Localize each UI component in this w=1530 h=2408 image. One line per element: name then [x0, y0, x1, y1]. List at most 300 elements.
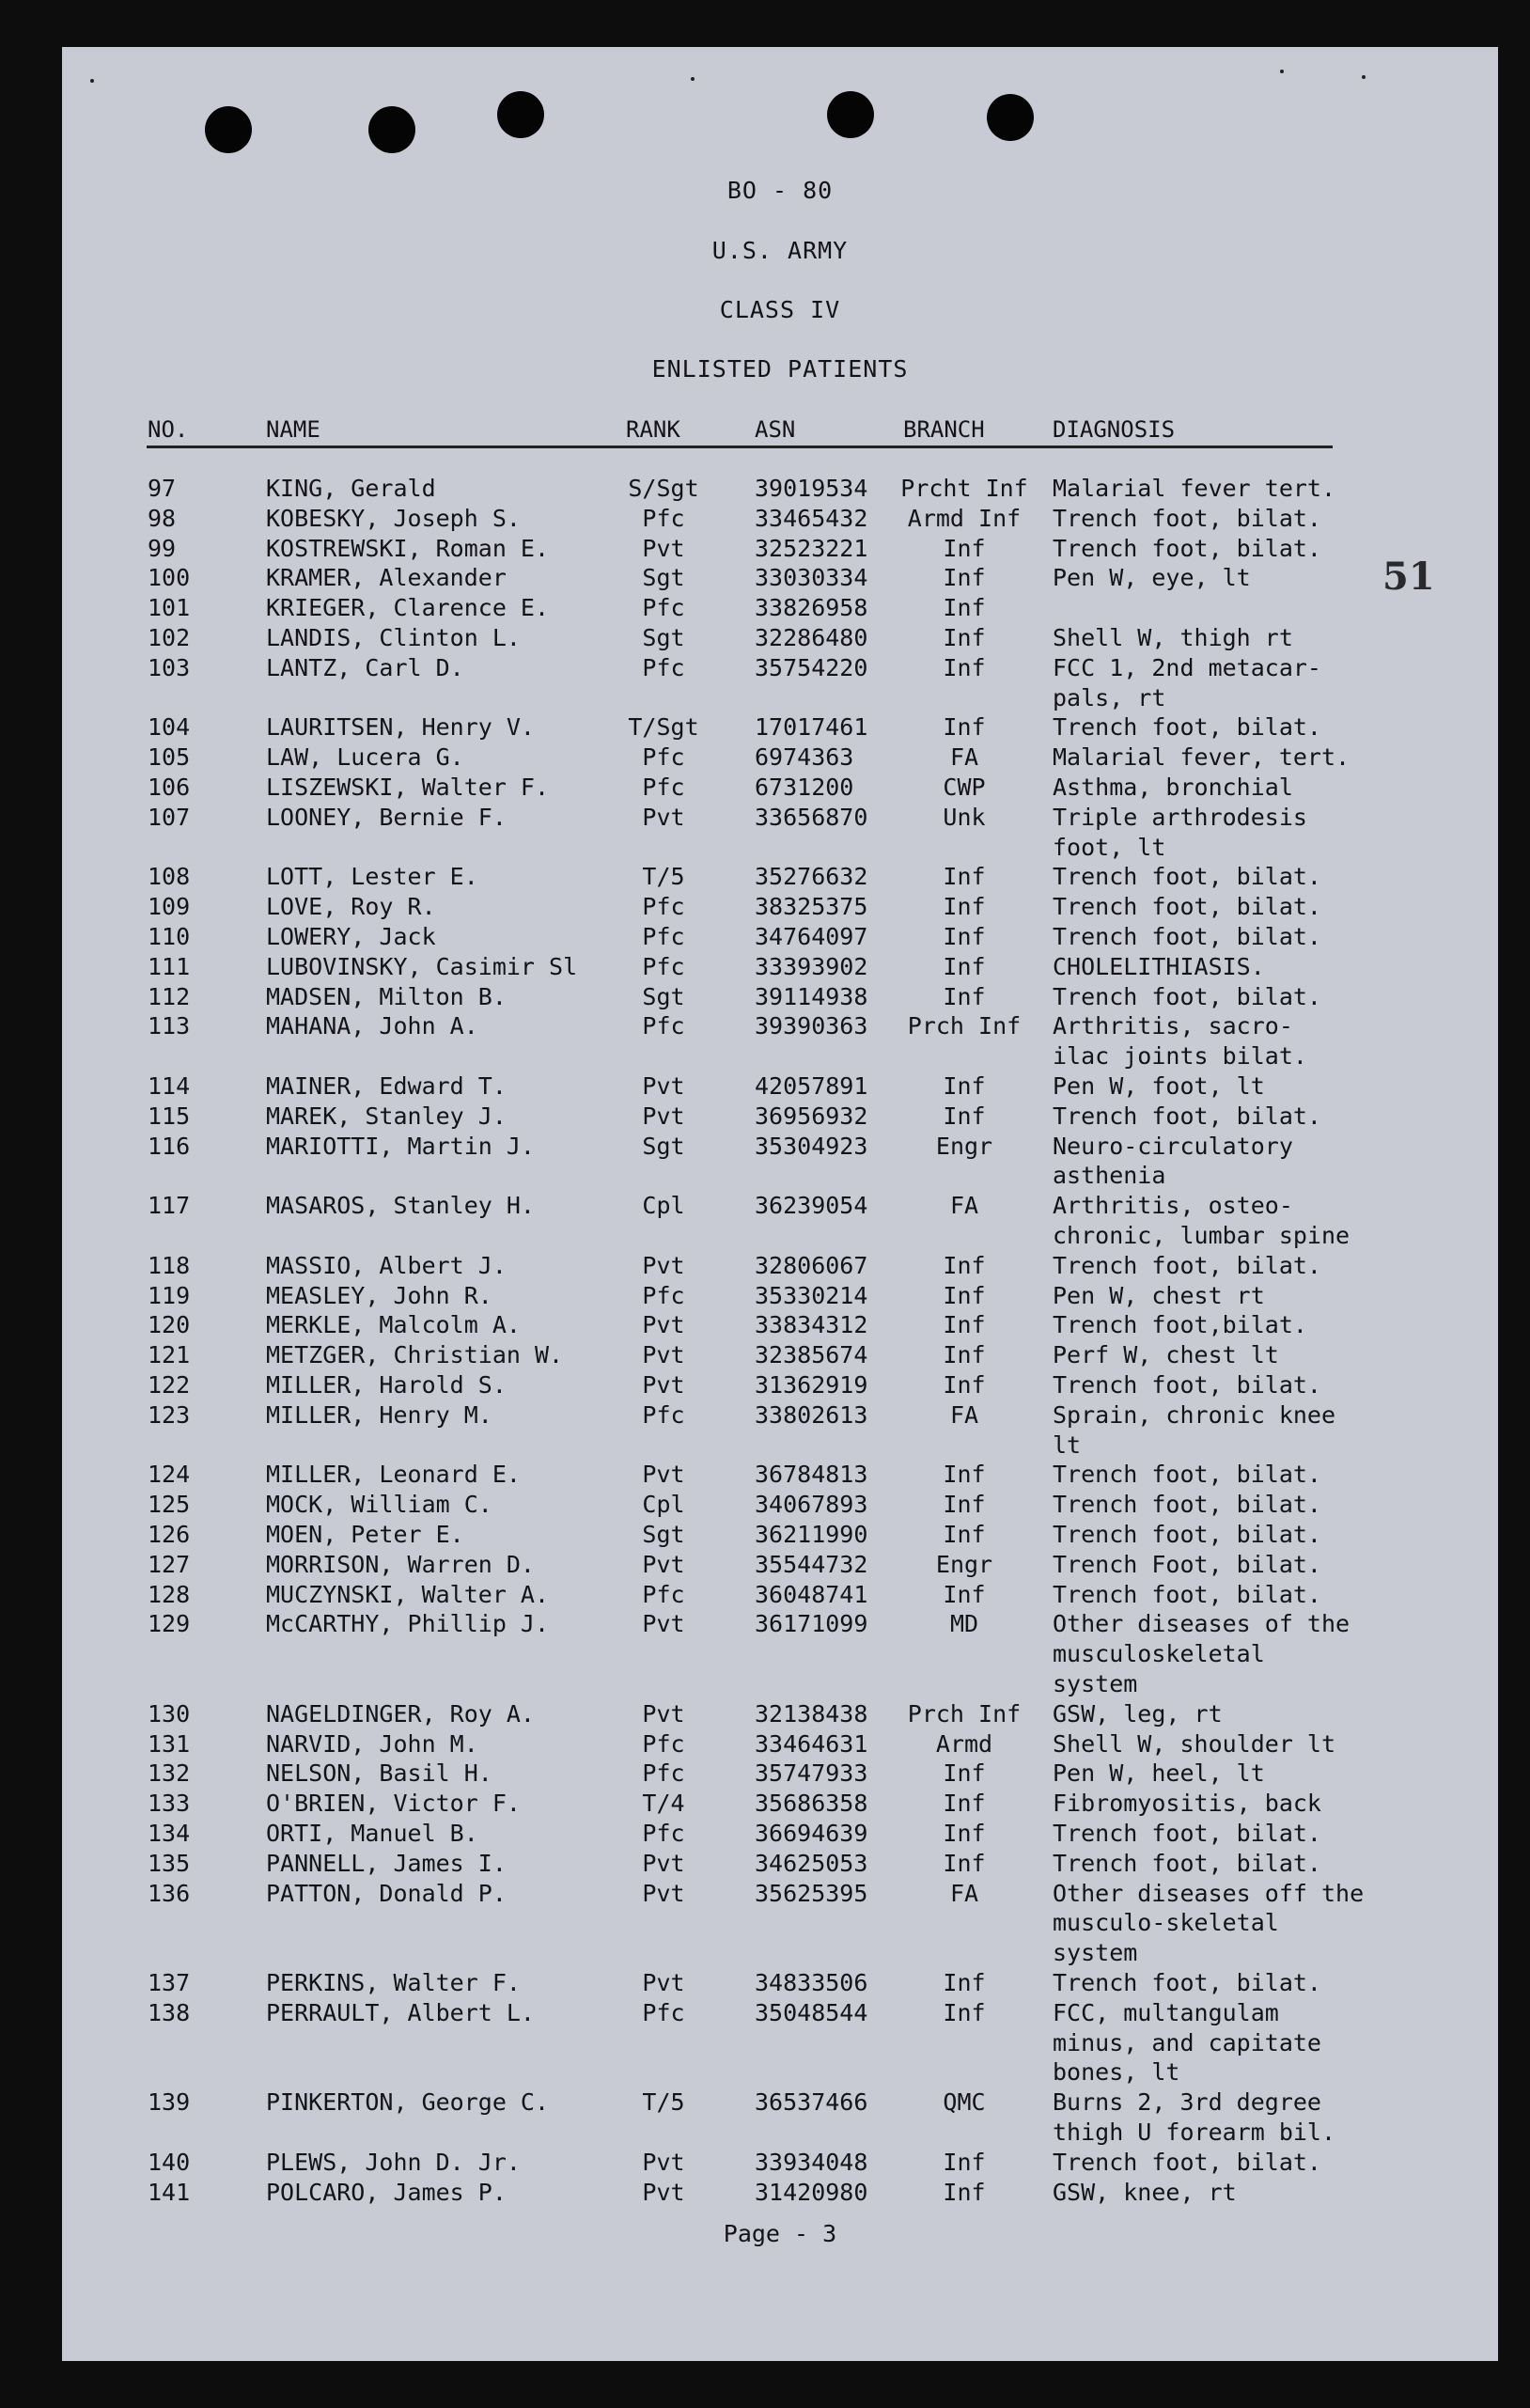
- patient-asn: 36956932: [755, 1102, 868, 1130]
- patient-rank: T/4: [642, 1790, 685, 1818]
- patient-rank: Pfc: [642, 774, 685, 801]
- column-header-branch: BRANCH: [903, 416, 985, 443]
- column-header-no: NO.: [148, 416, 189, 443]
- row-number: 102: [148, 624, 191, 651]
- patient-diagnosis: Trench foot, bilat.: [1053, 1820, 1321, 1847]
- patient-diagnosis: Trench foot, bilat.: [1053, 1461, 1321, 1489]
- patient-diagnosis: Other diseases of the: [1053, 1610, 1350, 1638]
- patient-diagnosis: ilac joints bilat.: [1053, 1042, 1307, 1071]
- patient-asn: 6731200: [755, 774, 854, 801]
- patient-branch: Inf: [943, 923, 986, 950]
- patient-asn: 33464631: [755, 1729, 868, 1758]
- patient-asn: 38325375: [755, 893, 868, 921]
- column-header-asn: ASN: [755, 416, 796, 443]
- patient-diagnosis: Trench foot, bilat.: [1053, 534, 1321, 562]
- patient-asn: 32138438: [755, 1699, 868, 1728]
- row-number: 135: [148, 1849, 191, 1877]
- speck: [1362, 75, 1366, 79]
- patient-rank: T/Sgt: [628, 713, 699, 742]
- patient-name: MAINER, Edward T.: [266, 1072, 507, 1100]
- patient-diagnosis: Other diseases off the: [1053, 1879, 1365, 1907]
- patient-branch: CWP: [943, 774, 986, 801]
- patient-branch: Inf: [943, 1998, 986, 2026]
- patient-diagnosis: GSW, knee, rt: [1053, 2178, 1237, 2206]
- patient-diagnosis: Trench foot, bilat.: [1053, 1102, 1321, 1130]
- patient-asn: 33934048: [755, 2148, 868, 2176]
- organization-heading: U.S. ARMY: [711, 237, 849, 264]
- patient-diagnosis: Trench foot, bilat.: [1053, 982, 1321, 1010]
- patient-asn: 33030334: [755, 564, 868, 592]
- patient-branch: Inf: [943, 1251, 986, 1279]
- patient-rank: Pfc: [642, 743, 685, 772]
- patient-rank: Pfc: [642, 893, 685, 921]
- patient-asn: 36694639: [755, 1820, 868, 1847]
- patient-diagnosis: Arthritis, sacro-: [1053, 1012, 1293, 1040]
- patient-rank: Pvt: [642, 1311, 685, 1339]
- patient-rank: Sgt: [642, 1521, 685, 1548]
- patient-diagnosis: Trench foot, bilat.: [1053, 1491, 1321, 1519]
- patient-name: LISZEWSKI, Walter F.: [266, 774, 550, 801]
- patient-diagnosis: Trench foot, bilat.: [1053, 2148, 1321, 2176]
- patient-branch: Unk: [943, 803, 986, 831]
- patient-rank: Pvt: [642, 1251, 685, 1279]
- patient-branch: Inf: [943, 1461, 986, 1489]
- patient-diagnosis: chronic, lumbar spine: [1053, 1221, 1350, 1249]
- patient-diagnosis: Trench foot, bilat.: [1053, 504, 1321, 532]
- row-number: 127: [148, 1550, 191, 1578]
- row-number: 130: [148, 1699, 191, 1728]
- patient-branch: Inf: [943, 1491, 986, 1519]
- patient-branch: Inf: [943, 982, 986, 1010]
- patient-name: KRIEGER, Clarence E.: [266, 594, 550, 622]
- patient-name: MARIOTTI, Martin J.: [266, 1132, 535, 1160]
- patient-name: LAW, Lucera G.: [266, 743, 464, 772]
- patient-rank: Pvt: [642, 1102, 685, 1130]
- patient-name: MOCK, William C.: [266, 1491, 492, 1519]
- patient-branch: Inf: [943, 1072, 986, 1100]
- document-page: [62, 47, 1498, 2361]
- patient-branch: Inf: [943, 2178, 986, 2206]
- patient-branch: Inf: [943, 624, 986, 651]
- patient-branch: Inf: [943, 1102, 986, 1130]
- patient-asn: 6974363: [755, 743, 854, 772]
- patient-name: KOBESKY, Joseph S.: [266, 504, 521, 532]
- patient-rank: Pfc: [642, 1012, 685, 1040]
- patient-name: LANTZ, Carl D.: [266, 653, 464, 681]
- patient-asn: 35625395: [755, 1879, 868, 1907]
- patient-name: KING, Gerald: [266, 475, 436, 502]
- patient-branch: Engr: [935, 1550, 993, 1578]
- row-number: 137: [148, 1969, 191, 1996]
- patient-diagnosis: Trench foot, bilat.: [1053, 713, 1321, 742]
- row-number: 125: [148, 1491, 191, 1519]
- patient-name: KRAMER, Alexander: [266, 564, 507, 592]
- patient-rank: Pvt: [642, 2148, 685, 2176]
- row-number: 140: [148, 2148, 191, 2176]
- patient-asn: 32385674: [755, 1341, 868, 1369]
- patient-name: PLEWS, John D. Jr.: [266, 2148, 521, 2176]
- patient-name: LAURITSEN, Henry V.: [266, 713, 535, 742]
- patient-diagnosis: GSW, leg, rt: [1053, 1699, 1223, 1728]
- patient-rank: Pvt: [642, 1699, 685, 1728]
- patient-asn: 34764097: [755, 923, 868, 950]
- punch-hole: [827, 91, 874, 138]
- patient-asn: 35544732: [755, 1550, 868, 1578]
- row-number: 119: [148, 1281, 191, 1309]
- patient-name: MILLER, Harold S.: [266, 1371, 507, 1399]
- patient-rank: Pfc: [642, 1729, 685, 1758]
- patient-name: MASAROS, Stanley H.: [266, 1192, 535, 1220]
- row-number: 129: [148, 1610, 191, 1638]
- row-number: 103: [148, 653, 191, 681]
- patient-asn: 35276632: [755, 863, 868, 891]
- row-number: 124: [148, 1461, 191, 1489]
- patient-diagnosis: minus, and capitate: [1053, 2028, 1321, 2056]
- patient-asn: 31420980: [755, 2178, 868, 2206]
- patient-rank: Pvt: [642, 1550, 685, 1578]
- patient-diagnosis: Pen W, foot, lt: [1053, 1072, 1265, 1100]
- row-number: 131: [148, 1729, 191, 1758]
- patient-branch: Inf: [943, 1281, 986, 1309]
- patient-diagnosis: Sprain, chronic knee: [1053, 1400, 1336, 1429]
- punch-hole: [368, 106, 415, 153]
- patient-diagnosis: CHOLELITHIASIS.: [1053, 952, 1265, 980]
- row-number: 110: [148, 923, 191, 950]
- row-number: 97: [148, 475, 177, 502]
- row-number: 122: [148, 1371, 191, 1399]
- patient-name: MUCZYNSKI, Walter A.: [266, 1580, 550, 1608]
- patient-rank: Pvt: [642, 1371, 685, 1399]
- patient-rank: Pvt: [642, 534, 685, 562]
- patient-branch: Armd: [935, 1729, 993, 1758]
- patient-branch: Inf: [943, 1790, 986, 1818]
- patient-rank: Pfc: [642, 504, 685, 532]
- header-rule: [147, 446, 1333, 448]
- patient-branch: Inf: [943, 1311, 986, 1339]
- column-header-rank: RANK: [626, 416, 680, 443]
- patient-diagnosis: Burns 2, 3rd degree: [1053, 2088, 1321, 2117]
- patient-rank: Pvt: [642, 1341, 685, 1369]
- row-number: 120: [148, 1311, 191, 1339]
- patient-asn: 36784813: [755, 1461, 868, 1489]
- patient-branch: Inf: [943, 534, 986, 562]
- patient-name: ORTI, Manuel B.: [266, 1820, 478, 1847]
- patient-asn: 33393902: [755, 952, 868, 980]
- patient-asn: 32806067: [755, 1251, 868, 1279]
- patient-name: NAGELDINGER, Roy A.: [266, 1699, 535, 1728]
- patient-name: PATTON, Donald P.: [266, 1879, 507, 1907]
- patient-rank: Pvt: [642, 1849, 685, 1877]
- patient-diagnosis: Trench foot, bilat.: [1053, 863, 1321, 891]
- patient-name: MAREK, Stanley J.: [266, 1102, 507, 1130]
- patient-diagnosis: Trench foot, bilat.: [1053, 1849, 1321, 1877]
- patient-rank: Pvt: [642, 803, 685, 831]
- row-number: 107: [148, 803, 191, 831]
- patient-name: MERKLE, Malcolm A.: [266, 1311, 521, 1339]
- patient-branch: Inf: [943, 1969, 986, 1996]
- patient-branch: FA: [949, 1192, 979, 1220]
- patient-branch: Prcht Inf: [900, 475, 1028, 502]
- patient-branch: FA: [949, 743, 979, 772]
- patient-name: MADSEN, Milton B.: [266, 982, 507, 1010]
- patient-rank: Pfc: [642, 1820, 685, 1847]
- row-number: 121: [148, 1341, 191, 1369]
- page-stamp: 51: [1382, 555, 1435, 599]
- patient-diagnosis: Pen W, eye, lt: [1053, 564, 1251, 592]
- patient-asn: 33656870: [755, 803, 868, 831]
- row-number: 106: [148, 774, 191, 801]
- patient-diagnosis: musculoskeletal: [1053, 1640, 1265, 1668]
- row-number: 114: [148, 1072, 191, 1100]
- patient-diagnosis: thigh U forearm bil.: [1053, 2118, 1336, 2146]
- speck: [691, 77, 695, 81]
- class-heading: CLASS IV: [719, 296, 841, 323]
- patient-asn: 34625053: [755, 1849, 868, 1877]
- patient-diagnosis: FCC, multangulam: [1053, 1998, 1279, 2026]
- patient-rank: Sgt: [642, 564, 685, 592]
- patient-name: PERRAULT, Albert L.: [266, 1998, 535, 2026]
- patient-name: PERKINS, Walter F.: [266, 1969, 521, 1996]
- row-number: 99: [148, 534, 177, 562]
- patient-diagnosis: Asthma, bronchial: [1053, 774, 1293, 801]
- patient-asn: 32286480: [755, 624, 868, 651]
- patient-branch: Inf: [943, 1820, 986, 1847]
- patient-name: KOSTREWSKI, Roman E.: [266, 534, 550, 562]
- patient-name: POLCARO, James P.: [266, 2178, 507, 2206]
- row-number: 113: [148, 1012, 191, 1040]
- row-number: 100: [148, 564, 191, 592]
- patient-asn: 33826958: [755, 594, 868, 622]
- row-number: 139: [148, 2088, 191, 2117]
- patient-asn: 39019534: [755, 475, 868, 502]
- patient-name: LOVE, Roy R.: [266, 893, 436, 921]
- patient-name: MOEN, Peter E.: [266, 1521, 464, 1548]
- patient-name: MORRISON, Warren D.: [266, 1550, 535, 1578]
- patient-branch: Inf: [943, 653, 986, 681]
- patient-branch: Inf: [943, 863, 986, 891]
- patient-asn: 33834312: [755, 1311, 868, 1339]
- speck: [1280, 70, 1284, 73]
- patient-branch: FA: [949, 1400, 979, 1429]
- patient-name: MAHANA, John A.: [266, 1012, 478, 1040]
- patient-rank: Pfc: [642, 1998, 685, 2026]
- row-number: 126: [148, 1521, 191, 1548]
- column-header-diagnosis: DIAGNOSIS: [1053, 416, 1176, 443]
- column-header-name: NAME: [266, 416, 320, 443]
- patient-name: PINKERTON, George C.: [266, 2088, 550, 2117]
- patient-asn: 36239054: [755, 1192, 868, 1220]
- row-number: 112: [148, 982, 191, 1010]
- row-number: 105: [148, 743, 191, 772]
- patient-rank: Pfc: [642, 594, 685, 622]
- patient-asn: 35747933: [755, 1759, 868, 1788]
- patient-rank: Cpl: [642, 1192, 685, 1220]
- patient-name: NELSON, Basil H.: [266, 1759, 492, 1788]
- row-number: 117: [148, 1192, 191, 1220]
- patient-asn: 35304923: [755, 1132, 868, 1160]
- patient-branch: Inf: [943, 564, 986, 592]
- row-number: 111: [148, 952, 191, 980]
- patient-branch: Armd Inf: [907, 504, 1022, 532]
- patient-asn: 36048741: [755, 1580, 868, 1608]
- patient-rank: Sgt: [642, 982, 685, 1010]
- patient-name: MEASLEY, John R.: [266, 1281, 492, 1309]
- patient-diagnosis: Trench foot, bilat.: [1053, 1251, 1321, 1279]
- patient-branch: Inf: [943, 1580, 986, 1608]
- patient-asn: 33465432: [755, 504, 868, 532]
- patient-asn: 35330214: [755, 1281, 868, 1309]
- patient-asn: 39114938: [755, 982, 868, 1010]
- patient-branch: MD: [949, 1610, 979, 1638]
- row-number: 108: [148, 863, 191, 891]
- patient-diagnosis: bones, lt: [1053, 2058, 1180, 2087]
- patient-branch: Inf: [943, 2148, 986, 2176]
- patient-branch: Inf: [943, 952, 986, 980]
- row-number: 133: [148, 1790, 191, 1818]
- patient-rank: Pfc: [642, 952, 685, 980]
- document-code: BO - 80: [726, 177, 834, 204]
- patient-name: McCARTHY, Phillip J.: [266, 1610, 550, 1638]
- patient-rank: T/5: [642, 2088, 685, 2117]
- patient-diagnosis: Shell W, thigh rt: [1053, 624, 1293, 651]
- patient-diagnosis: lt: [1053, 1431, 1082, 1459]
- patient-rank: Cpl: [642, 1491, 685, 1519]
- patient-branch: Inf: [943, 1759, 986, 1788]
- patient-branch: Inf: [943, 893, 986, 921]
- patient-rank: Pfc: [642, 1759, 685, 1788]
- patient-asn: 35754220: [755, 653, 868, 681]
- patient-branch: Inf: [943, 1849, 986, 1877]
- patient-asn: 36171099: [755, 1610, 868, 1638]
- patient-asn: 36537466: [755, 2088, 868, 2117]
- patient-branch: Inf: [943, 1341, 986, 1369]
- patient-rank: Pfc: [642, 1281, 685, 1309]
- row-number: 123: [148, 1400, 191, 1429]
- patient-rank: Pfc: [642, 653, 685, 681]
- patient-branch: Inf: [943, 713, 986, 742]
- row-number: 141: [148, 2178, 191, 2206]
- patient-rank: Pvt: [642, 1461, 685, 1489]
- patient-branch: Inf: [943, 1521, 986, 1548]
- patient-diagnosis: Trench foot,bilat.: [1053, 1311, 1307, 1339]
- patient-rank: Pfc: [642, 1400, 685, 1429]
- patient-name: LUBOVINSKY, Casimir Sl: [266, 952, 578, 980]
- row-number: 134: [148, 1820, 191, 1847]
- patient-diagnosis: system: [1053, 1939, 1138, 1967]
- patient-diagnosis: Fibromyositis, back: [1053, 1790, 1321, 1818]
- punch-hole: [497, 91, 544, 138]
- patient-diagnosis: musculo-skeletal: [1053, 1909, 1279, 1937]
- row-number: 109: [148, 893, 191, 921]
- row-number: 98: [148, 504, 177, 532]
- patient-diagnosis: Neuro-circulatory: [1053, 1132, 1293, 1160]
- patient-name: O'BRIEN, Victor F.: [266, 1790, 521, 1818]
- patient-asn: 34833506: [755, 1969, 868, 1996]
- patient-diagnosis: Triple arthrodesis: [1053, 803, 1307, 831]
- patient-diagnosis: Trench foot, bilat.: [1053, 1580, 1321, 1608]
- patient-diagnosis: Shell W, shoulder lt: [1053, 1729, 1336, 1758]
- patient-diagnosis: Trench foot, bilat.: [1053, 1969, 1321, 1996]
- patient-name: MILLER, Leonard E.: [266, 1461, 521, 1489]
- patient-asn: 36211990: [755, 1521, 868, 1548]
- patient-rank: S/Sgt: [628, 475, 699, 502]
- patient-branch: Prch Inf: [907, 1012, 1022, 1040]
- patient-name: MILLER, Henry M.: [266, 1400, 492, 1429]
- patient-asn: 31362919: [755, 1371, 868, 1399]
- row-number: 104: [148, 713, 191, 742]
- patient-asn: 39390363: [755, 1012, 868, 1040]
- punch-hole: [205, 106, 252, 153]
- section-heading: ENLISTED PATIENTS: [651, 355, 909, 383]
- patient-diagnosis: FCC 1, 2nd metacar-: [1053, 653, 1321, 681]
- patient-asn: 35048544: [755, 1998, 868, 2026]
- patient-rank: Pvt: [642, 1610, 685, 1638]
- patient-rank: Sgt: [642, 624, 685, 651]
- patient-branch: Engr: [935, 1132, 993, 1160]
- page-number: Page - 3: [723, 2220, 837, 2247]
- patient-name: LOTT, Lester E.: [266, 863, 478, 891]
- patient-name: NARVID, John M.: [266, 1729, 478, 1758]
- patient-name: LOONEY, Bernie F.: [266, 803, 507, 831]
- patient-diagnosis: Pen W, heel, lt: [1053, 1759, 1265, 1788]
- patient-asn: 34067893: [755, 1491, 868, 1519]
- patient-branch: Inf: [943, 594, 986, 622]
- row-number: 136: [148, 1879, 191, 1907]
- patient-diagnosis: pals, rt: [1053, 683, 1166, 711]
- patient-rank: Sgt: [642, 1132, 685, 1160]
- patient-rank: Pvt: [642, 1969, 685, 1996]
- row-number: 118: [148, 1251, 191, 1279]
- patient-diagnosis: Perf W, chest lt: [1053, 1341, 1279, 1369]
- patient-branch: FA: [949, 1879, 979, 1907]
- patient-name: PANNELL, James I.: [266, 1849, 507, 1877]
- patient-rank: Pvt: [642, 2178, 685, 2206]
- patient-asn: 33802613: [755, 1400, 868, 1429]
- patient-asn: 17017461: [755, 713, 868, 742]
- punch-hole: [987, 94, 1034, 141]
- patient-asn: 32523221: [755, 534, 868, 562]
- patient-name: LOWERY, Jack: [266, 923, 436, 950]
- patient-diagnosis: foot, lt: [1053, 833, 1166, 861]
- patient-name: METZGER, Christian W.: [266, 1341, 564, 1369]
- patient-diagnosis: Malarial fever, tert.: [1053, 743, 1350, 772]
- patient-rank: Pvt: [642, 1879, 685, 1907]
- patient-diagnosis: Trench foot, bilat.: [1053, 1371, 1321, 1399]
- patient-asn: 42057891: [755, 1072, 868, 1100]
- row-number: 138: [148, 1998, 191, 2026]
- patient-diagnosis: Trench foot, bilat.: [1053, 1521, 1321, 1548]
- patient-diagnosis: asthenia: [1053, 1162, 1166, 1190]
- speck: [90, 79, 94, 83]
- patient-rank: Pvt: [642, 1072, 685, 1100]
- row-number: 128: [148, 1580, 191, 1608]
- row-number: 132: [148, 1759, 191, 1788]
- row-number: 101: [148, 594, 191, 622]
- patient-diagnosis: Malarial fever tert.: [1053, 475, 1336, 502]
- patient-name: MASSIO, Albert J.: [266, 1251, 507, 1279]
- patient-rank: Pfc: [642, 1580, 685, 1608]
- patient-diagnosis: system: [1053, 1669, 1138, 1697]
- patient-diagnosis: Trench foot, bilat.: [1053, 923, 1321, 950]
- patient-branch: QMC: [943, 2088, 986, 2117]
- patient-branch: Prch Inf: [907, 1699, 1022, 1728]
- patient-diagnosis: Trench foot, bilat.: [1053, 893, 1321, 921]
- patient-asn: 35686358: [755, 1790, 868, 1818]
- patient-diagnosis: Arthritis, osteo-: [1053, 1192, 1293, 1220]
- row-number: 116: [148, 1132, 191, 1160]
- patient-diagnosis: Trench Foot, bilat.: [1053, 1550, 1321, 1578]
- patient-rank: Pfc: [642, 923, 685, 950]
